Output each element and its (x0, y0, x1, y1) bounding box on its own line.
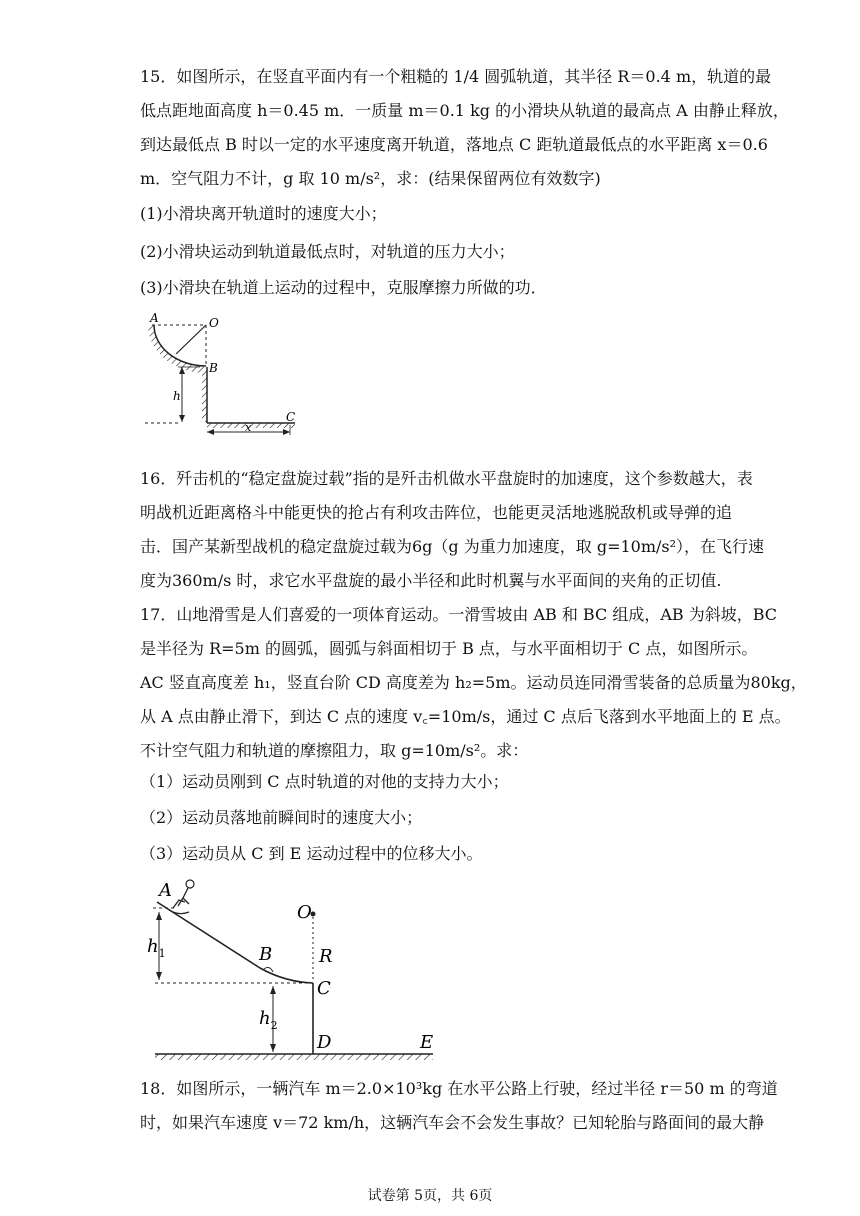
q17-ground-hatch (155, 1054, 433, 1060)
q15-label-B: B (209, 361, 218, 375)
q17-label-B: B (259, 944, 273, 965)
q17-sub-1: （1）运动员刚到 C 点时轨道的对他的支持力大小； (140, 772, 509, 791)
q15-sub-1: (1)小滑块离开轨道时的速度大小； (140, 204, 387, 223)
q15-label-A: A (150, 311, 159, 325)
q15-label-O: O (209, 316, 219, 330)
q15-arc-hatch (148, 325, 202, 373)
q15-label-x: x (245, 421, 252, 434)
q18-line-1: 18．如图所示，一辆汽车 m＝2.0×10³kg 在水平公路上行驶，经过半径 r＝50 m 的弯道 (140, 1079, 778, 1098)
q17-line-5: 不计空气阻力和轨道的摩擦阻力，取 g=10m/s²。求： (140, 741, 529, 760)
q17-label-D: D (317, 1032, 332, 1053)
q16-line-3: 击．国产某新型战机的稳定盘旋过载为6g（g 为重力加速度，取 g=10m/s²），在飞行速 (140, 537, 765, 556)
q15-line-2: 低点距地面高度 h＝0.45 m．一质量 m＝0.1 kg 的小滑块从轨道的最高点 A 由静止释放， (140, 101, 789, 120)
q17-label-O: O (297, 902, 312, 923)
q17-label-C: C (317, 978, 331, 999)
q15-radius (176, 325, 206, 354)
question-17-text (140, 598, 807, 768)
q15-arc-track (154, 325, 206, 366)
q17-label-A: A (159, 880, 172, 901)
q15-sub-2: (2)小滑块运动到轨道最低点时，对轨道的压力大小； (140, 242, 515, 261)
skier-icon (169, 880, 194, 914)
q17-line-1: 17．山地滑雪是人们喜爱的一项体育运动。一滑雪坡由 AB 和 BC 组成，AB 为斜坡，BC (140, 605, 778, 624)
q15-diagram (140, 310, 310, 435)
q17-label-h2: $h_2$ (259, 1008, 278, 1032)
q17-label-E: E (420, 1032, 434, 1053)
q17-label-R: R (319, 946, 333, 967)
question-16-text (140, 462, 765, 598)
q15-line-1: 15．如图所示，在竖直平面内有一个粗糙的 1/4 圆弧轨道，其半径 R＝0.4 m，轨道的最 (140, 67, 772, 86)
q15-label-h: h (173, 389, 181, 403)
q16-line-1: 16．歼击机的“稳定盘旋过载”指的是歼击机做水平盘旋时的加速度，这个参数越大，表 (140, 469, 753, 488)
q17-label-h1: $h_1$ (147, 936, 166, 960)
q17-line-4: 从 A 点由静止滑下，到达 C 点的速度 v꜀=10m/s，通过 C 点后飞落到水平地面上的 E 点。 (140, 707, 791, 726)
q18-line-2: 时，如果汽车速度 v＝72 km/h，这辆汽车会不会发生事故？已知轮胎与路面间的最大静 (140, 1113, 765, 1132)
q17-sub-3: （3）运动员从 C 到 E 运动过程中的位移大小。 (140, 844, 483, 863)
q15-line-4: m．空气阻力不计，g 取 10 m/s²，求：(结果保留两位有效数字) (140, 169, 601, 188)
q15-label-C: C (286, 410, 296, 424)
q16-line-4: 度为360m/s 时，求它水平盘旋的最小半径和此时机翼与水平面间的夹角的正切值. (140, 571, 722, 590)
question-15-text (140, 60, 789, 196)
q17-diagram (145, 872, 445, 1062)
page-footer: 试卷第 5页，共 6页 (367, 1188, 493, 1204)
q17-line-3: AC 竖直高度差 h₁，竖直台阶 CD 高度差为 h₂=5m。运动员连同滑雪装备的总质量为80kg， (140, 673, 807, 692)
q15-sub-3: (3)小滑块在轨道上运动的过程中，克服摩擦力所做的功． (140, 278, 547, 297)
q17-sub-2: （2）运动员落地前瞬间时的速度大小； (140, 808, 423, 827)
q15-line-3: 到达最低点 B 时以一定的水平速度离开轨道，落地点 C 距轨道最低点的水平距离 x＝0.6 (140, 135, 768, 154)
q16-line-2: 明战机近距离格斗中能更快的抢占有利攻击阵位，也能更灵活地逃脱敌机或导弹的追 (140, 503, 733, 522)
q17-line-2: 是半径为 R=5m 的圆弧，圆弧与斜面相切于 B 点，与水平面相切于 C 点，如图所示。 (140, 639, 758, 658)
question-18-text (140, 1072, 778, 1140)
